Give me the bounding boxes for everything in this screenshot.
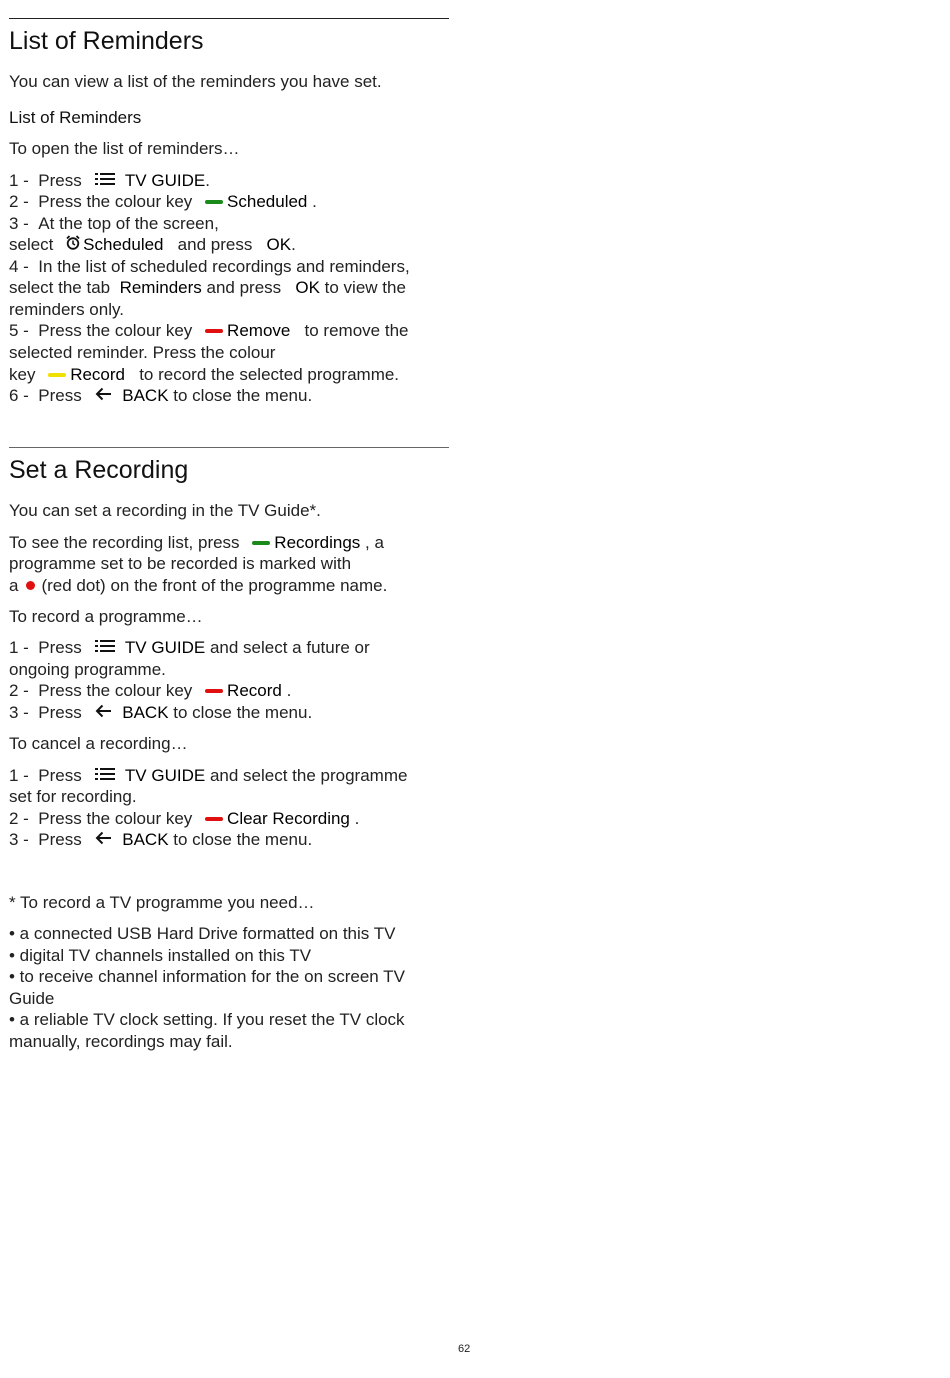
red-key-icon [205,689,223,693]
cancel-step-2: 2 - Press the colour key Clear Recording . [9,809,360,828]
section-title: List of Reminders [9,27,204,55]
step-3: 3 - At the top of the screen, [9,214,219,233]
note-item: • a reliable TV clock setting. If you reset the TV clock [9,1010,405,1029]
step-3-cont: select Scheduled and press OK. [9,235,296,255]
recording-list-text-cont: programme set to be recorded is marked with [9,554,352,573]
step-6: 6 - Press BACK to close the menu. [9,386,313,406]
red-dot-icon [26,581,35,590]
record-step-2: 2 - Press the colour key Record . [9,681,292,700]
yellow-key-icon [48,373,66,377]
step-1: 1 - Press TV GUIDE. [9,171,210,191]
keyword: TV GUIDE [124,171,206,191]
cancel-label: To cancel a recording… [9,734,188,753]
note-item: • digital TV channels installed on this TV [9,946,312,965]
alarm-clock-icon [66,234,80,256]
red-key-icon [205,817,223,821]
recording-list-text: To see the recording list, press Recordings , a [9,533,384,552]
subheading: List of Reminders [9,108,142,127]
red-key-icon [205,329,223,333]
green-key-icon [252,541,270,545]
step-2: 2 - Press the colour key Scheduled . [9,192,317,211]
step-4: 4 - In the list of scheduled recordings and reminders, [9,257,410,276]
tv-guide-icon [95,170,115,192]
note-label: * To record a TV programme you need… [9,893,315,912]
open-label: To open the list of reminders… [9,139,240,158]
note-item: • to receive channel information for the on screen TV [9,967,405,986]
record-step-3: 3 - Press BACK to close the menu. [9,703,313,723]
page-number: 62 [458,1343,471,1355]
back-arrow-icon [95,702,112,724]
tv-guide-icon [95,637,115,659]
note-item-cont: Guide [9,989,55,1008]
step-4-cont2: reminders only. [9,300,124,319]
intro-text: You can set a recording in the TV Guide*. [9,501,321,520]
step-5: 5 - Press the colour key Remove to remove the [9,321,409,340]
section-divider [9,447,449,448]
step-5-cont2: key Record to record the selected programme. [9,365,400,384]
back-arrow-icon [95,829,112,851]
intro-text: You can view a list of the reminders you have set. [9,72,382,91]
recording-list-text-cont2: a (red dot) on the front of the programme name. [9,576,388,595]
section-title: Set a Recording [9,456,189,484]
cancel-step-1-cont: set for recording. [9,787,137,806]
record-step-1: 1 - Press TV GUIDE and select a future or [9,638,370,658]
green-key-icon [205,200,223,204]
cancel-step-3: 3 - Press BACK to close the menu. [9,830,313,850]
record-label: To record a programme… [9,607,203,626]
section-divider [9,18,449,19]
record-step-1-cont: ongoing programme. [9,660,166,679]
note-item-cont: manually, recordings may fail. [9,1032,233,1051]
step-4-cont: select the tab Reminders and press OK to view the [9,278,406,297]
tv-guide-icon [95,765,115,787]
back-arrow-icon [95,385,112,407]
cancel-step-1: 1 - Press TV GUIDE and select the programme [9,766,408,786]
step-5-cont: selected reminder. Press the colour [9,343,276,362]
note-item: • a connected USB Hard Drive formatted on this TV [9,924,396,943]
